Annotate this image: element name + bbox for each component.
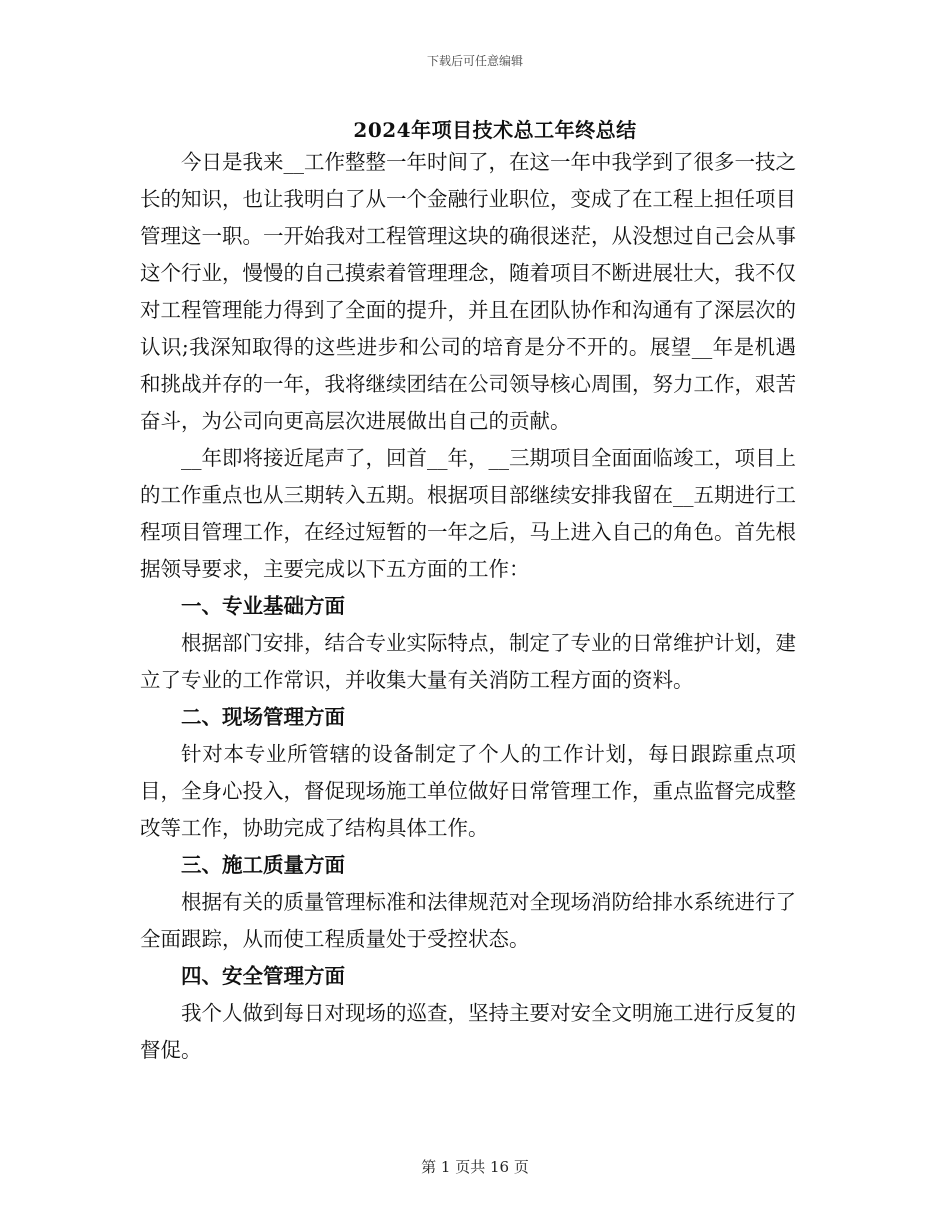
page-header-note: 下载后可任意编辑 [426, 54, 523, 68]
intro-paragraph: 今日是我来__工作整整一年时间了，在这一年中我学到了很多一技之长的知识，也让我明白了从一个金融行业职位，变成了在工程上担任项目管理这一职。一开始我对工程管理这块的确很迷茫，从没想过自己会从事这个行业，慢慢的自己摸索着管理理念，随着项目不断进展壮大，我不仅对工程管理能力得到了全面的提升，并且在团队协作和沟通有了深层次的认识;我深知取得的这些进步和公司的培育是分不开的。展望__年是机遇和挑战并存的一年，我将继续团结在公司领导核心周围，努力工作，艰苦奋斗，为公司向更高层次进展做出自己的贡献。 [140, 150, 796, 433]
document-title: 2024年项目技术总工年终总结 [353, 118, 637, 142]
section-heading-professional-basics: 一、专业基础方面 [181, 594, 345, 618]
section-heading-site-management: 二、现场管理方面 [181, 705, 345, 729]
section-text-site-management: 针对本专业所管辖的设备制定了个人的工作计划，每日跟踪重点项目，全身心投入，督促现场施工单位做好日常管理工作，重点监督完成整改等工作，协助完成了结构具体工作。 [140, 742, 796, 840]
section-heading-construction-quality: 三、施工质量方面 [181, 853, 345, 877]
section-heading-safety-management: 四、安全管理方面 [181, 964, 345, 988]
section-text-safety-management: 我个人做到每日对现场的巡查，坚持主要对安全文明施工进行反复的督促。 [140, 1001, 796, 1062]
document-body [140, 144, 796, 1069]
page-number: 第 1 页共 16 页 [421, 1158, 529, 1176]
section-text-construction-quality: 根据有关的质量管理标准和法律规范对全现场消防给排水系统进行了全面跟踪，从而使工程质量处于受控状态。 [140, 890, 796, 951]
section-text-professional-basics: 根据部门安排，结合专业实际特点，制定了专业的日常维护计划，建立了专业的工作常识，并收集大量有关消防工程方面的资料。 [140, 631, 796, 692]
overview-paragraph: __年即将接近尾声了，回首__年，__三期项目全面面临竣工，项目上的工作重点也从三期转入五期。根据项目部继续安排我留在__五期进行工程项目管理工作，在经过短暂的一年之后，马上进入自己的角色。首先根据领导要求，主要完成以下五方面的工作： [140, 446, 796, 581]
